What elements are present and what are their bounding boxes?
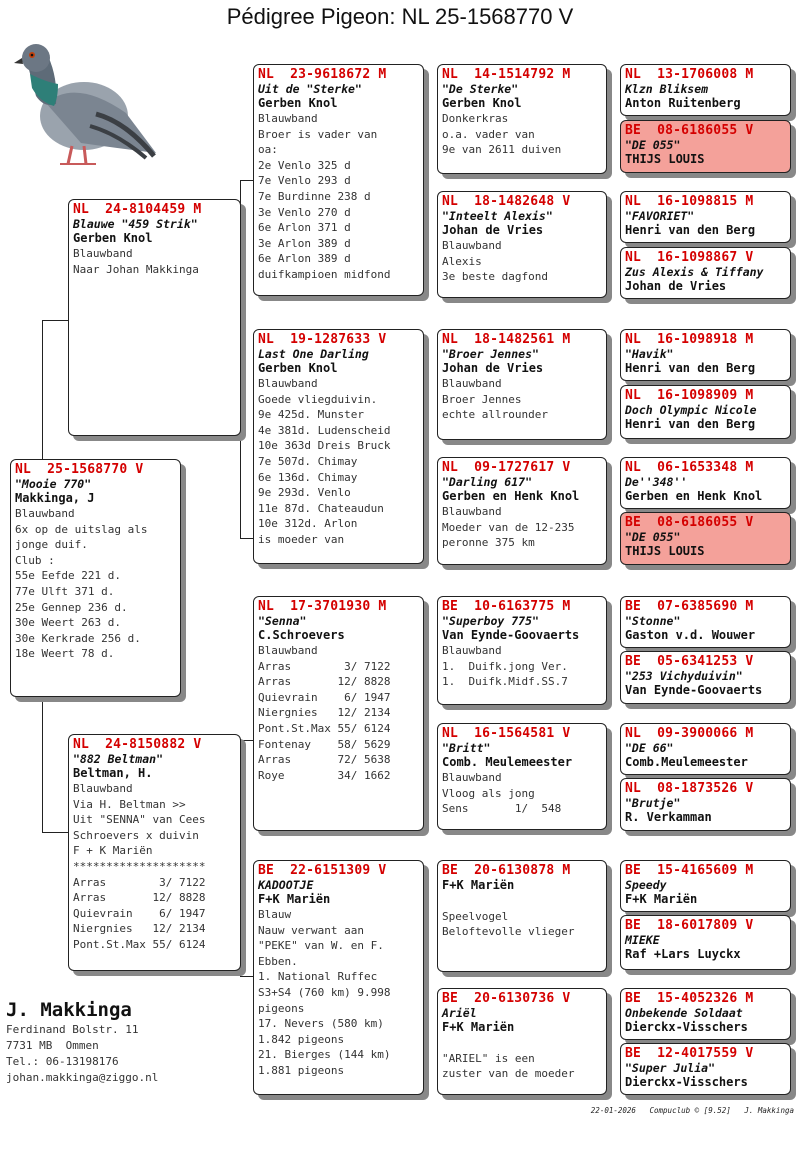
note-line: Arras 3/ 7122 (258, 659, 391, 673)
ring-number: NL 14-1514792 M (442, 67, 571, 82)
footer-credit: 22-01-2026 Compuclub © [9.52] J. Makkinga (590, 1106, 794, 1115)
pigeon-name: Blauwe "459 Strik" (73, 217, 198, 231)
ring-number: NL 23-9618672 M (258, 67, 387, 82)
note-line: 7e 507d. Chimay (258, 454, 358, 468)
owner-name: Johan de Vries (625, 279, 727, 293)
pigeon-name: "253 Vichyduivin" (625, 669, 743, 683)
gen4-card-7[interactable] (620, 457, 791, 509)
pigeon-name: Doch Olympic Nicole (625, 403, 757, 417)
note-line: 55e Eefde 221 d. (15, 569, 121, 583)
owner-name: Henri van den Berg (625, 223, 756, 237)
pigeon-name: "Superboy 775" (442, 614, 539, 628)
ring-number: NL 18-1482648 V (442, 194, 571, 209)
owner-name: Van Eynde-Goovaerts (625, 683, 763, 697)
gen3-card-5[interactable] (437, 596, 607, 705)
note-line: Uit "SENNA" van Cees (73, 813, 206, 827)
note-line: 3e Venlo 270 d (258, 205, 351, 219)
note-line: 1. Duifk.jong Ver. (442, 659, 568, 673)
note-line: Alexis (442, 254, 482, 268)
owner-name: C.Schroevers (258, 628, 345, 642)
note-line: 3e Arlon 389 d (258, 236, 351, 250)
ring-number: BE 08-6186055 V (625, 123, 754, 138)
note-line: 1.881 pigeons (258, 1063, 345, 1077)
gen3-card-8[interactable] (437, 988, 607, 1095)
ring-number: BE 07-6385690 M (625, 599, 754, 614)
owner-name: Dierckx-Visschers (625, 1020, 748, 1034)
pigeon-name: KADOOTJE (258, 878, 314, 892)
note-line: 9e van 2611 duiven (442, 143, 562, 157)
pigeon-name: Speedy (625, 878, 667, 892)
pigeon-name: "DE 055" (625, 530, 681, 544)
owner-name: Anton Ruitenberg (625, 96, 741, 110)
gen4-card-10[interactable] (620, 651, 791, 704)
note-line: 4e 381d. Ludenscheid (258, 423, 391, 437)
gen4-card-11[interactable] (620, 723, 791, 775)
pigeon-name: Last One Darling (258, 347, 369, 361)
ring-number: BE 15-4165609 M (625, 863, 754, 878)
note-line: Pont.St.Max 55/ 6124 (258, 721, 391, 735)
note-line: o.a. vader van (442, 127, 535, 141)
note-line: 1. Duifk.Midf.SS.7 (442, 675, 568, 689)
note-line: Roye 34/ 1662 (258, 768, 391, 782)
gen4-card-6[interactable] (620, 385, 791, 439)
pigeon-name: Ariël (442, 1006, 477, 1020)
sire-dam-card[interactable] (253, 329, 424, 564)
ring-number: BE 05-6341253 V (625, 654, 754, 669)
owner-name: Raf +Lars Luyckx (625, 947, 741, 961)
ring-number: NL 17-3701930 M (258, 599, 387, 614)
ring-number: NL 16-1098867 V (625, 250, 754, 265)
ring-number: NL 24-8150882 V (73, 737, 202, 752)
pigeon-illustration (6, 18, 156, 168)
ring-number: NL 09-3900066 M (625, 726, 754, 741)
owner-name: Comb.Meulemeester (625, 755, 748, 769)
breeder-email[interactable]: johan.makkinga@ziggo.nl (6, 1071, 159, 1084)
note-line: 21. Bierges (144 km) (258, 1048, 391, 1062)
note-line: Moeder van de 12-235 (442, 520, 575, 534)
ring-number: BE 20-6130736 V (442, 991, 571, 1006)
note-line: Broer Jennes (442, 392, 522, 406)
ring-number: NL 18-1482561 M (442, 332, 571, 347)
note-line: "PEKE" van W. en F. (258, 939, 384, 953)
note-line: Arras 12/ 8828 (73, 891, 206, 905)
note-line: zuster van de moeder (442, 1067, 575, 1081)
note-line: 9e 293d. Venlo (258, 486, 351, 500)
note-line: Niergnies 12/ 2134 (258, 706, 391, 720)
ring-number: NL 09-1727617 V (442, 460, 571, 475)
gen3-card-3[interactable] (437, 329, 607, 440)
note-line: 1.842 pigeons (258, 1032, 345, 1046)
gen4-card-9[interactable] (620, 596, 791, 648)
note-line (442, 1035, 602, 1051)
gen4-card-3[interactable] (620, 191, 791, 243)
breeder-phone: Tel.: 06-13198176 (6, 1055, 119, 1068)
pigeon-name: "Senna" (258, 614, 307, 628)
note-line: Blauwband (442, 644, 502, 657)
gen4-card-8[interactable] (620, 512, 791, 565)
pigeon-name: De''348'' (625, 475, 688, 489)
owner-name: Beltman, H. (73, 766, 153, 780)
note-line: 17. Nevers (580 km) (258, 1017, 384, 1031)
note-line: F + K Mariën (73, 844, 153, 858)
note-line: Blauwband (258, 112, 318, 125)
owner-name: F+K Mariën (442, 1020, 515, 1034)
note-line: Arras 72/ 5638 (258, 753, 391, 767)
pigeon-name: "Stonne" (625, 614, 681, 628)
ring-number: BE 12-4017559 V (625, 1046, 754, 1061)
gen4-card-2[interactable] (620, 120, 791, 173)
pigeon-name: Klzn Bliksem (625, 82, 709, 96)
note-line: Blauw (258, 908, 292, 921)
dam-sire-card[interactable] (253, 596, 424, 831)
note-line: Speelvogel (442, 909, 509, 923)
owner-name: Comb. Meulemeester (442, 755, 573, 769)
note-line: Club : (15, 553, 55, 567)
note-line: Blauwband (73, 782, 133, 795)
note-line: 10e 363d Dreis Bruck (258, 439, 391, 453)
gen4-card-15[interactable] (620, 988, 791, 1040)
note-line: S3+S4 (760 km) 9.998 (258, 985, 391, 999)
pigeon-name: "Mooie 770" (15, 477, 92, 491)
pigeon-name: "DE 055" (625, 138, 681, 152)
note-line: Niergnies 12/ 2134 (73, 922, 206, 936)
note-line: 6e Arlon 389 d (258, 252, 351, 266)
breeder-info (6, 998, 158, 1086)
note-line: 1. National Ruffec (258, 970, 378, 984)
pigeon-name: "De Sterke" (442, 82, 519, 96)
ring-number: BE 22-6151309 V (258, 863, 387, 878)
note-line: 10e 312d. Arlon (258, 517, 358, 531)
note-line: Blauwband (258, 644, 318, 657)
pigeon-name: "Inteelt Alexis" (442, 209, 553, 223)
ring-number: BE 15-4052326 M (625, 991, 754, 1006)
subject-card[interactable] (10, 459, 181, 697)
breeder-city: 7731 MB Ommen (6, 1039, 99, 1052)
note-line: is moeder van (258, 532, 345, 546)
owner-name: F+K Mariën (442, 878, 515, 892)
owner-name: F+K Mariën (258, 892, 331, 906)
note-line: Quievrain 6/ 1947 (258, 690, 391, 704)
owner-name: Johan de Vries (442, 223, 544, 237)
note-line: Blauwband (73, 247, 133, 260)
owner-name: THIJS LOUIS (625, 152, 705, 166)
owner-name: Gerben en Henk Knol (442, 489, 580, 503)
gen4-card-4[interactable] (620, 247, 791, 299)
note-line: Fontenay 58/ 5629 (258, 737, 391, 751)
note-line: 30e Weert 263 d. (15, 616, 121, 630)
ring-number: BE 18-6017809 V (625, 918, 754, 933)
gen4-card-12[interactable] (620, 778, 791, 831)
ring-number: NL 24-8104459 M (73, 202, 202, 217)
note-line: 7e Burdinne 238 d (258, 189, 371, 203)
owner-name: F+K Mariën (625, 892, 698, 906)
owner-name: Van Eynde-Goovaerts (442, 628, 580, 642)
gen3-card-1[interactable] (437, 64, 607, 174)
ring-number: NL 06-1653348 M (625, 460, 754, 475)
note-line: Broer is vader van (258, 127, 378, 141)
pigeon-name: "Broer Jennes" (442, 347, 539, 361)
note-line: jonge duif. (15, 538, 88, 552)
note-line: 9e 425d. Munster (258, 408, 364, 422)
note-line: 25e Gennep 236 d. (15, 600, 128, 614)
note-line: Blauwband (442, 377, 502, 390)
pigeon-name: "FAVORIET" (625, 209, 695, 223)
note-line: Blauwband (15, 507, 75, 520)
ring-number: BE 20-6130878 M (442, 863, 571, 878)
gen4-card-14[interactable] (620, 915, 791, 970)
note-line: 11e 87d. Chateaudun (258, 501, 384, 515)
note-line: 2e Venlo 325 d (258, 158, 351, 172)
pigeon-name: "Havik" (625, 347, 674, 361)
note-line: echte allrounder (442, 408, 548, 422)
pigeon-name: MIEKE (625, 933, 660, 947)
owner-name: Gerben Knol (258, 361, 338, 375)
page-title: Pédigree Pigeon: NL 25-1568770 V (226, 4, 574, 29)
pigeon-name: "Brutje" (625, 796, 681, 810)
note-line: Blauwband (258, 377, 318, 390)
owner-name: Gerben en Henk Knol (625, 489, 763, 503)
pigeon-name: "Super Julia" (625, 1061, 716, 1075)
dam-card[interactable] (68, 734, 241, 971)
ring-number: NL 16-1564581 V (442, 726, 571, 741)
ring-number: NL 25-1568770 V (15, 462, 144, 477)
note-line: Donkerkras (442, 112, 509, 125)
note-line: Arras 3/ 7122 (73, 875, 206, 889)
note-line: Nauw verwant aan (258, 923, 364, 937)
pigeon-name: Onbekende Soldaat (625, 1006, 743, 1020)
note-line: Via H. Beltman >> (73, 797, 186, 811)
note-line: Sens 1/ 548 (442, 802, 562, 816)
note-line: "ARIEL" is een (442, 1051, 535, 1065)
pigeon-name: Uit de "Sterke" (258, 82, 362, 96)
note-line: Quievrain 6/ 1947 (73, 906, 206, 920)
note-line: 77e Ulft 371 d. (15, 584, 115, 598)
owner-name: THIJS LOUIS (625, 544, 705, 558)
note-line: 7e Venlo 293 d (258, 174, 351, 188)
owner-name: Gerben Knol (258, 96, 338, 110)
note-line: Schroevers x duivin (73, 828, 199, 842)
sire-sire-card[interactable] (253, 64, 424, 296)
note-line: Ebben. (258, 954, 298, 968)
pigeon-name: Zus Alexis & Tiffany (625, 265, 764, 279)
note-line: 3e beste dagfond (442, 270, 548, 284)
ring-number: BE 08-6186055 V (625, 515, 754, 530)
pigeon-name: "Darling 617" (442, 475, 533, 489)
notes (15, 506, 176, 662)
note-line: 18e Weert 78 d. (15, 647, 115, 661)
owner-name: Henri van den Berg (625, 417, 756, 431)
note-line: pigeons (258, 1001, 305, 1015)
note-line (442, 893, 602, 909)
sire-card[interactable] (68, 199, 241, 436)
owner-name: Johan de Vries (442, 361, 544, 375)
owner-name: Gerben Knol (73, 231, 153, 245)
note-line: Naar Johan Makkinga (73, 262, 199, 276)
owner-name: Gaston v.d. Wouwer (625, 628, 756, 642)
note-line: duifkampioen midfond (258, 267, 391, 281)
note-line: 6e Arlon 371 d (258, 221, 351, 235)
gen3-card-6[interactable] (437, 723, 607, 830)
note-line: 30e Kerkrade 256 d. (15, 631, 141, 645)
note-line: Blauwband (442, 239, 502, 252)
ring-number: NL 08-1873526 V (625, 781, 754, 796)
note-line: Vloog als jong (442, 786, 535, 800)
note-line: Blauwband (442, 505, 502, 518)
ring-number: NL 13-1706008 M (625, 67, 754, 82)
owner-name: Gerben Knol (442, 96, 522, 110)
note-line: 6x op de uitslag als (15, 522, 148, 536)
gen4-card-13[interactable] (620, 860, 791, 912)
owner-name: Henri van den Berg (625, 361, 756, 375)
gen4-card-1[interactable] (620, 64, 791, 116)
gen3-card-7[interactable] (437, 860, 607, 972)
dam-dam-card[interactable] (253, 860, 424, 1095)
note-line: peronne 375 km (442, 536, 535, 550)
breeder-address: Ferdinand Bolstr. 11 (6, 1023, 139, 1036)
owner-name: Dierckx-Visschers (625, 1075, 748, 1089)
note-line: ******************** (73, 859, 206, 873)
gen4-card-16[interactable] (620, 1043, 791, 1095)
gen4-card-5[interactable] (620, 329, 791, 381)
pigeon-name: "Britt" (442, 741, 491, 755)
note-line: Arras 12/ 8828 (258, 675, 391, 689)
owner-name: Makkinga, J (15, 491, 95, 505)
ring-number: NL 16-1098918 M (625, 332, 754, 347)
note-line: Blauwband (442, 771, 502, 784)
ring-number: NL 16-1098909 M (625, 388, 754, 403)
pigeon-name: "DE 66" (625, 741, 674, 755)
breeder-name: J. Makkinga (6, 999, 132, 1021)
note-line: oa: (258, 143, 278, 157)
gen3-card-2[interactable] (437, 191, 607, 298)
gen3-card-4[interactable] (437, 457, 607, 565)
note-line: Beloftevolle vlieger (442, 925, 575, 939)
owner-name: R. Verkamman (625, 810, 712, 824)
pigeon-name: "882 Beltman" (73, 752, 164, 766)
ring-number: NL 16-1098815 M (625, 194, 754, 209)
note-line: 6e 136d. Chimay (258, 470, 358, 484)
ring-number: NL 19-1287633 V (258, 332, 387, 347)
note-line: Goede vliegduivin. (258, 392, 378, 406)
ring-number: BE 10-6163775 M (442, 599, 571, 614)
note-line: Pont.St.Max 55/ 6124 (73, 937, 206, 951)
